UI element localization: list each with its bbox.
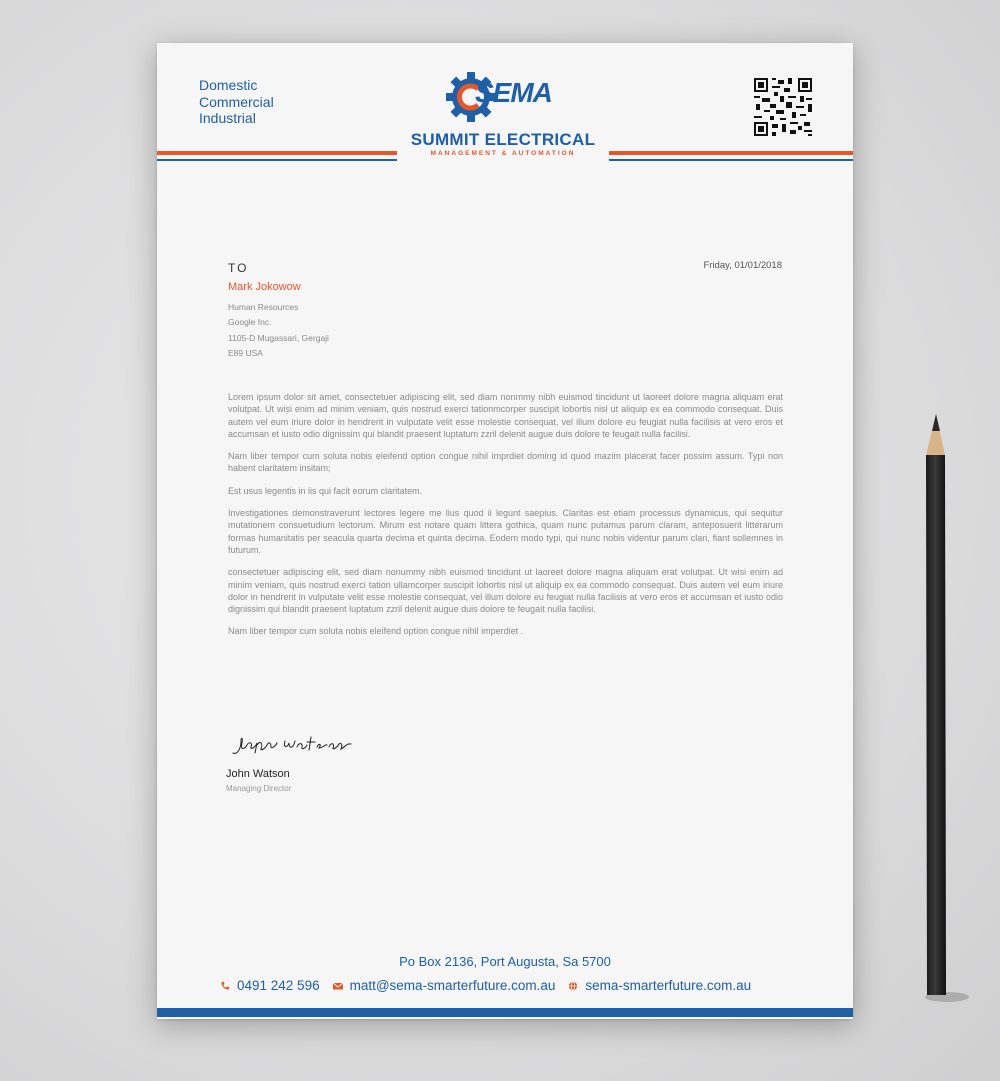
company-name: SUMMIT ELECTRICAL xyxy=(410,130,596,149)
body-paragraph: Est usus legentis in iis qui facit eorum claritatem. xyxy=(228,485,423,496)
signer-title: Managing Director xyxy=(226,784,292,793)
qr-code-icon xyxy=(754,78,812,136)
contact-row xyxy=(219,978,763,993)
recipient-address xyxy=(228,300,329,361)
phone-icon xyxy=(219,981,231,991)
address-line: 1105-D Mugassari, Gergaji xyxy=(228,332,329,343)
body-paragraph: consectetuer adipiscing elit, sed diam nonummy nibh euismod tincidunt ut laoreet dolore magna aliquam erat volutpat. Ut wisi enim ad minim veniam, quis nostrud exerci tation ullamcorper suscipit lobortis nisl ut aliquip ex ea commodo consequat. Duis autem vel eum iriure dolor in hendrerit in vulputate velit esse molestie consequat, vel illum dolore eu feugiat nulla facilisis at vero eros et accumsan et iusto odio dignissim qui blandit praesent luptatum zzril delenit augue duis dolore te feugait nulla facilisi. xyxy=(228,567,783,615)
phone-number: 0491 242 596 xyxy=(237,978,320,993)
body-paragraph: Lorem ipsum dolor sit amet, consectetuer adipiscing elit, sed diam nonmmy nibh euismod tincidunt ut laoreet dolore magna aliquam erat volutpat. Ut wisi enim ad minim veniam, quis nostrud exerci tationmcorper suscipit lobortis nisl ut aliquip ex ea commodo consequat. Duis autem vel eum iriure dolor in hendrerit in vulputate velit esse molestie consequat, vel illum dolore eu feugiat nulla facilisis at vero eros et accumsan et iusto odio dignissim qui blandit praesent luptatum zzril delenit augue duis dolore te feugait nulla facilisi. xyxy=(228,392,783,439)
email-address: matt@sema-smarterfuture.com.au xyxy=(349,978,556,993)
address-line: Google Inc. xyxy=(228,317,272,328)
website-url: sema-smarterfuture.com.au xyxy=(585,978,752,993)
service-industrial: Industrial xyxy=(199,110,256,126)
contact-email xyxy=(332,978,556,993)
address-line: E89 USA xyxy=(228,347,263,358)
company-tagline: MANAGEMENT & AUTOMATION xyxy=(430,150,576,157)
handwritten-signature xyxy=(227,731,357,757)
recipient-name: Mark Jokowow xyxy=(228,281,301,293)
footer-blue-bar xyxy=(157,1008,853,1017)
body-paragraph: Nam liber tempor cum soluta nobis eleifend option congue nihil imprdiet doming id quod mazim placerat facer possim assum. Typi non habent claritatem insitam; xyxy=(228,451,783,474)
body-paragraph: Investigationes demonstraverunt lectores legere me lius quod ii legunt saepius. Claritas est etiam processus dynamicus, qui sequitur mutationem consuetudium lectorum. Mirum est notare quam littera gothica, quam nunc putamus parum claram, anteposuerit litterarum formas humanitatis per seacula quarta decima et quinta decima. Eodem modo typi, qui nunc nobis videntur parum clari, fiant sollemnes in futurum. xyxy=(228,508,783,555)
service-domestic: Domestic xyxy=(199,77,258,93)
po-box-address: Po Box 2136, Port Augusta, Sa 5700 xyxy=(399,954,611,969)
globe-icon xyxy=(567,981,579,991)
letter-body xyxy=(228,391,783,648)
service-commercial: Commercial xyxy=(199,93,274,110)
to-label: TO xyxy=(228,261,249,275)
contact-website xyxy=(567,978,751,993)
signer-name: John Watson xyxy=(226,768,290,780)
logo-wordmark: SEMA xyxy=(475,77,552,108)
services-list xyxy=(199,77,274,127)
letterhead-paper xyxy=(157,43,853,1019)
envelope-icon xyxy=(332,981,344,991)
company-logo xyxy=(395,68,605,163)
address-line: Human Resources xyxy=(228,302,299,312)
body-paragraph: Nam liber tempor cum soluta nobis eleifend option congue nihil imperdiet . xyxy=(228,626,524,637)
contact-phone xyxy=(219,978,320,993)
letter-date: Friday, 01/01/2018 xyxy=(703,260,782,271)
